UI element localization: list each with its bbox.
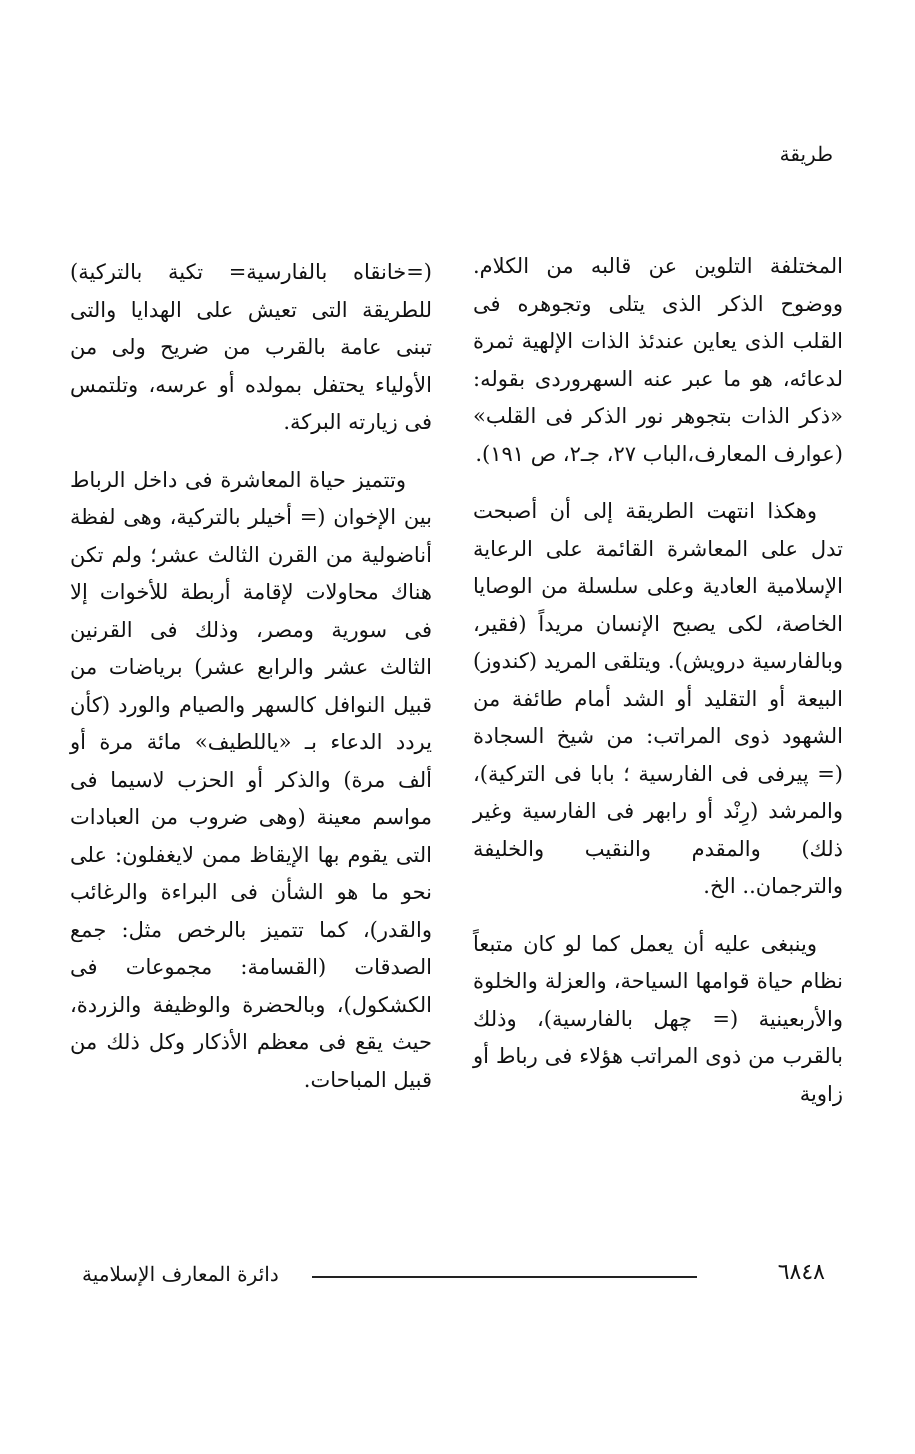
footer-divider <box>312 1276 697 1278</box>
page-footer <box>82 1262 825 1292</box>
text-column-left <box>70 254 432 1119</box>
paragraph: (=خانقاه بالفارسية= تكية بالتركية) للطريقة التى تعيش على الهدايا والتى تبنى عامة بالقرب من ضريح ولى من الأولياء يحتفل بمولده أو عرسه، وتلتمس فى زيارته البركة. <box>70 260 432 434</box>
paragraph: المختلفة التلوين عن قالبه من الكلام. ووضوح الذكر الذى يتلى وتجوهره فى القلب الذى يعاين عندئذ الذات الإلهية ثمرة لدعائه، هو ما عبر عنه السهروردى بقوله: «ذكر الذات بتجوهر نور الذكر فى القلب» (عوارف المعارف،الباب ٢٧، جـ٢، ص ١٩١). <box>473 254 843 466</box>
running-header: طريقة <box>779 142 833 166</box>
page-number: ٦٨٤٨ <box>777 1260 825 1285</box>
text-column-right <box>473 248 843 1133</box>
paragraph: وهكذا انتهت الطريقة إلى أن أصبحت تدل على المعاشرة القائمة على الرعاية الإسلامية العادية وعلى سلسلة من الوصايا الخاصة، لكى يصبح الإنسان مريداً (فقير، وبالفارسية درويش). ويتلقى المريد (كندوز) البيعة أو التقليد أو الشد أمام طائفة من الشهود ذوى المراتب: من شيخ السجادة (= پيرفى فى الفارسية ؛ بابا فى التركية)، والمرشد (رِنْد أو رابهر فى الفارسية وغير ذلك) والمقدم والنقيب والخليفة والترجمان.. الخ. <box>473 499 843 898</box>
paragraph: وينبغى عليه أن يعمل كما لو كان متبعاً نظام حياة قوامها السياحة، والعزلة والخلوة والأربعينية (= چهل بالفارسية)، وذلك بالقرب من ذوى المراتب هؤلاء فى رباط أو زاوية <box>473 931 843 1106</box>
publication-title: دائرة المعارف الإسلامية <box>82 1262 279 1286</box>
paragraph: وتتميز حياة المعاشرة فى داخل الرباط بين الإخوان (= أخيلر بالتركية، وهى لفظة أناضولية من القرن الثالث عشر؛ ولم تكن هناك محاولات لإقامة أربطة للأخوات إلا فى سورية ومصر، وذلك فى القرنين الثالث عشر والرابع عشر) برياضات من قبيل النوافل كالسهر والصيام والورد (كأن يردد الدعاء بـ «ياللطيف» مائة مرة أو ألف مرة) والذكر أو الحزب لاسيما فى مواسم معينة (وهى ضروب من العبادات التى يقوم بها الإيقاظ ممن لايغفلون: على نحو ما هو الشأن فى البراءة والرغائب والقدر)، كما تتميز بالرخص مثل: جمع الصدقات (القسامة: مجموعات فى الكشكول)، وبالحضرة والوظيفة والزردة، حيث يقع فى معظم الأذكار وكل ذلك من قبيل المباحات. <box>70 467 433 1092</box>
